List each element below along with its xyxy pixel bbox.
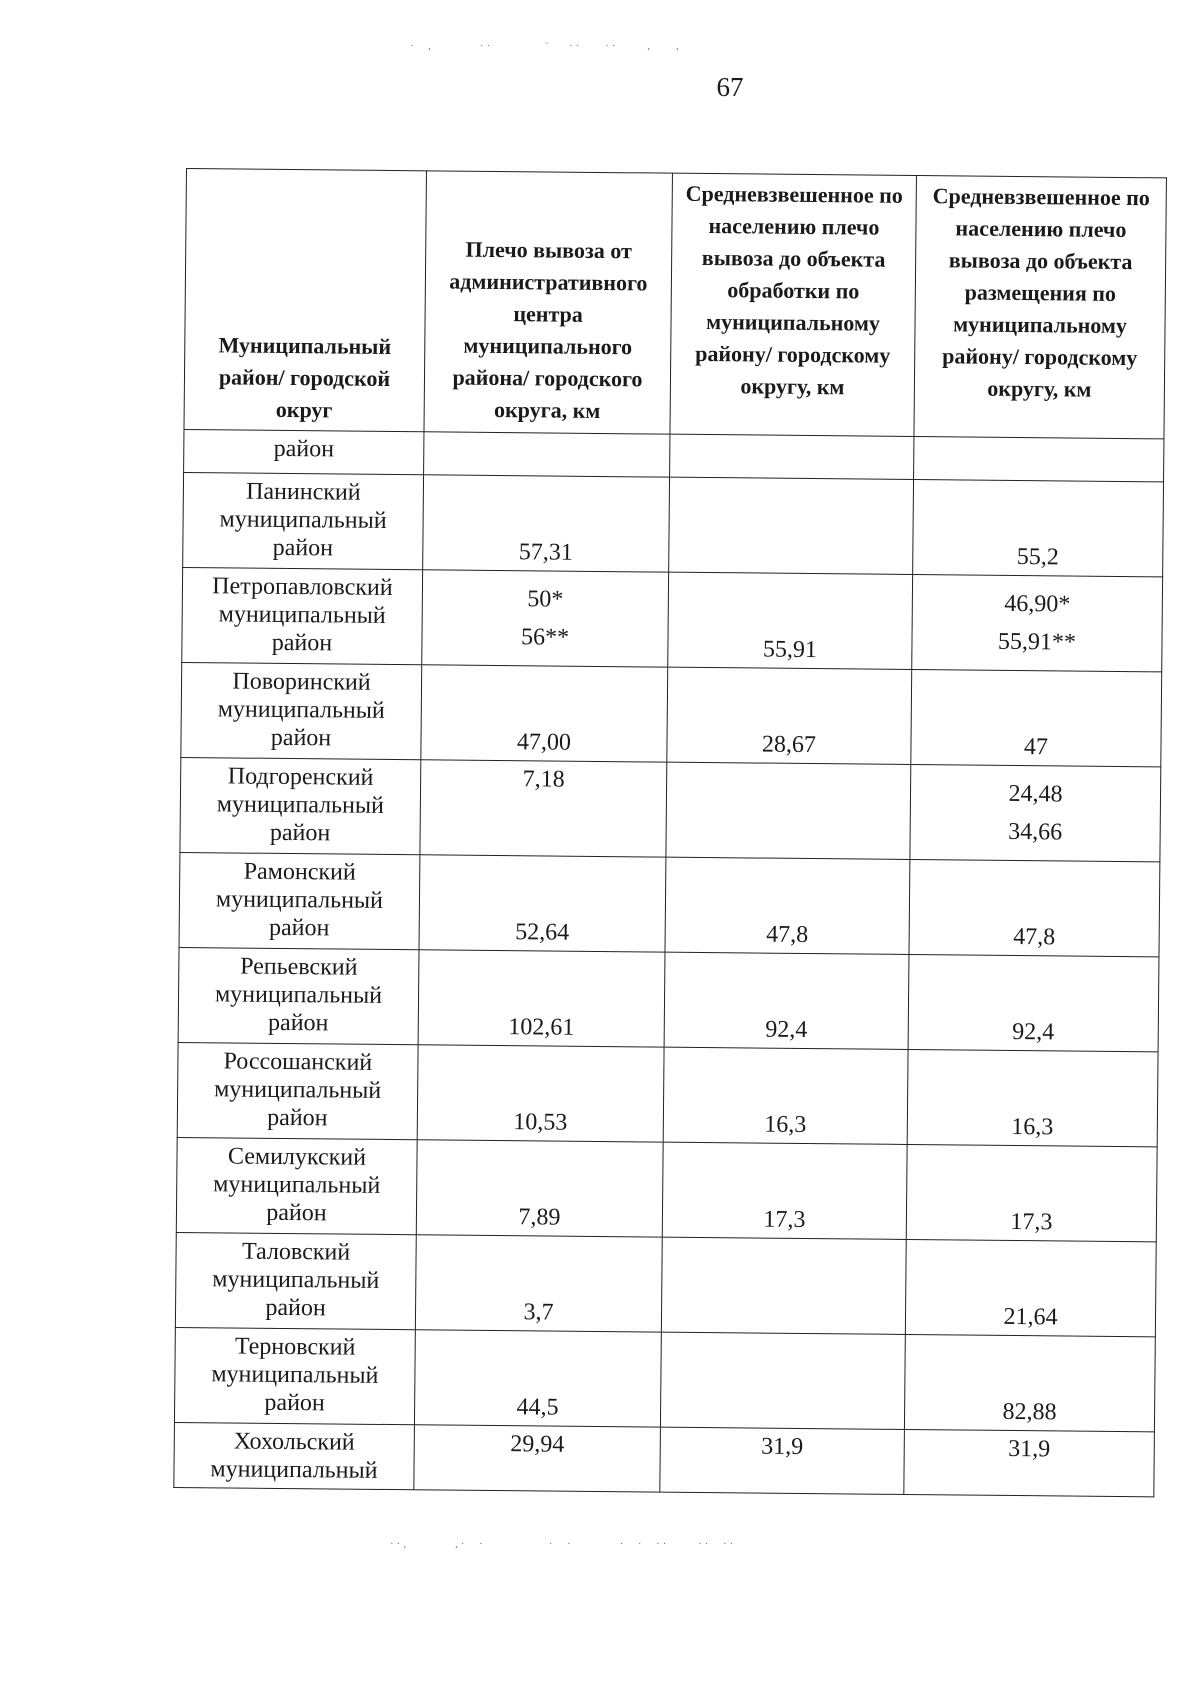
municipality-name: Подгоренский муниципальный район (180, 757, 421, 854)
page-number: 67 (716, 72, 744, 102)
arm-cell (415, 1235, 662, 1332)
placement-cell (911, 669, 1162, 766)
table-row-partial-bottom (174, 1422, 1155, 1496)
header-arm-to-processing: Средневзвешенное по населению плечо вывоза до объекта обработки по муниципальному району/ городскому округу, км (670, 173, 916, 436)
processing-cell-value: 55,91 (762, 636, 818, 664)
arm-cell-value: 3,7 (523, 1299, 554, 1326)
table-row (183, 472, 1164, 576)
placement-cell (910, 764, 1161, 861)
placement-cell-value: 82,88 (1002, 1398, 1057, 1426)
arm-cell-value: 7,18 (522, 766, 565, 793)
placement-cell (913, 479, 1164, 576)
placement-cell-value: 47,8 (1013, 923, 1056, 951)
processing-cell (670, 434, 914, 479)
placement-cell (905, 1239, 1156, 1336)
municipality-name: Репьевский муниципальный район (178, 947, 419, 1044)
arm-cell-value: 50* (527, 586, 564, 613)
municipality-name: Поворинский муниципальный район (181, 662, 422, 759)
arm-cell (423, 475, 670, 572)
arm-cell-value: 102,61 (508, 1014, 575, 1041)
arm-cell-value: 7,89 (518, 1204, 561, 1231)
processing-cell-value: 92,4 (765, 1016, 808, 1044)
processing-cell-value: 16,3 (764, 1111, 807, 1138)
arm-cell-value: 44,5 (516, 1394, 559, 1421)
processing-cell-value (667, 1423, 898, 1425)
processing-cell-value: 47,8 (766, 921, 809, 949)
processing-cell (664, 952, 909, 1049)
placement-cell-value: 46,90* (1004, 590, 1071, 618)
header-arm-to-placement: Средневзвешенное по населению плечо вывоза до объекта размещения по муниципальному району/ городскому округу, км (914, 176, 1166, 439)
arm-cell-value: 52,64 (515, 919, 570, 946)
arm-cell (417, 1045, 664, 1142)
placement-cell (909, 859, 1160, 956)
arm-cell-value: 56** (520, 624, 570, 651)
municipality-name: район (184, 429, 424, 474)
placement-cell (906, 1144, 1157, 1241)
arm-cell (422, 570, 669, 667)
processing-cell (663, 1047, 908, 1144)
municipality-name: Россошанский муниципальный район (177, 1042, 418, 1139)
table-row (176, 1137, 1157, 1241)
placement-cell-value: 17,3 (1010, 1208, 1053, 1236)
arm-cell: 29,94 (414, 1425, 661, 1492)
header-municipality: Муниципальный район/ городской округ (184, 169, 426, 432)
processing-cell (667, 667, 912, 764)
municipality-name: Таловский муниципальный район (175, 1232, 416, 1329)
municipality-name: Петропавловский муниципальный район (182, 567, 423, 664)
placement-cell-value: 34,66 (1008, 818, 1063, 846)
processing-cell (668, 572, 913, 669)
table-row (181, 662, 1162, 766)
processing-cell-value (675, 568, 906, 570)
scan-noise-bottom: ··, ,· · · · · · ·· ·· ·· (390, 1538, 737, 1550)
placement-cell-value: 55,91** (997, 628, 1077, 656)
municipality-name: Терновский муниципальный район (174, 1327, 415, 1424)
placement-cell (912, 574, 1163, 671)
processing-cell-value (668, 1328, 899, 1330)
processing-cell (660, 1332, 905, 1429)
placement-cell-value: 47 (1023, 734, 1049, 761)
placement-cell (908, 954, 1159, 1051)
placement-cell (904, 1334, 1155, 1431)
placement-cell-value: 92,4 (1012, 1018, 1055, 1046)
table-row (182, 567, 1163, 671)
processing-cell (666, 762, 911, 859)
arm-cell (414, 1330, 661, 1427)
processing-cell-value: 17,3 (763, 1206, 806, 1233)
arm-cell-value: 10,53 (513, 1109, 568, 1136)
processing-cell-value: 28,67 (761, 731, 817, 759)
municipality-name: Семилукский муниципальный район (176, 1137, 417, 1234)
processing-cell (665, 857, 910, 954)
placement-cell-value: 55,2 (1016, 543, 1059, 571)
arm-cell (418, 950, 665, 1047)
arm-cell (424, 432, 670, 477)
table-row (175, 1232, 1156, 1336)
processing-cell: 31,9 (660, 1427, 905, 1494)
arm-cell (419, 855, 666, 952)
arm-cell-value: 57,31 (518, 539, 573, 566)
table-row (180, 757, 1161, 861)
arm-cell (420, 760, 667, 857)
arm-cell-value: 47,00 (516, 729, 572, 756)
processing-cell (661, 1237, 906, 1334)
header-arm-from-center: Плечо вывоза от административного центра муниципального района/ городского округа, км (424, 171, 672, 434)
arm-cell (416, 1140, 663, 1237)
table-row (174, 1327, 1155, 1431)
placement-cell (907, 1049, 1158, 1146)
table-row (179, 852, 1160, 956)
processing-cell (662, 1142, 907, 1239)
table-header-row (184, 169, 1166, 439)
municipality-name: Хохольский муниципальный (174, 1422, 415, 1489)
placement-cell-value: 16,3 (1011, 1113, 1054, 1141)
placement-cell: 31,9 (904, 1429, 1155, 1496)
processing-cell (669, 477, 914, 574)
municipality-name: Панинский муниципальный район (183, 472, 424, 569)
placement-cell-value: 24,48 (1008, 780, 1063, 808)
table-row (177, 1042, 1158, 1146)
placement-cell-value: 21,64 (1003, 1303, 1058, 1331)
processing-cell-value (672, 853, 903, 855)
placement-cell (914, 437, 1164, 482)
arm-cell (421, 665, 668, 762)
data-table (173, 168, 1167, 1497)
scan-noise-top: · , ·· ¨ ·· ·· , , (410, 40, 682, 52)
table-row (178, 947, 1159, 1051)
municipality-name: Рамонский муниципальный район (179, 852, 420, 949)
